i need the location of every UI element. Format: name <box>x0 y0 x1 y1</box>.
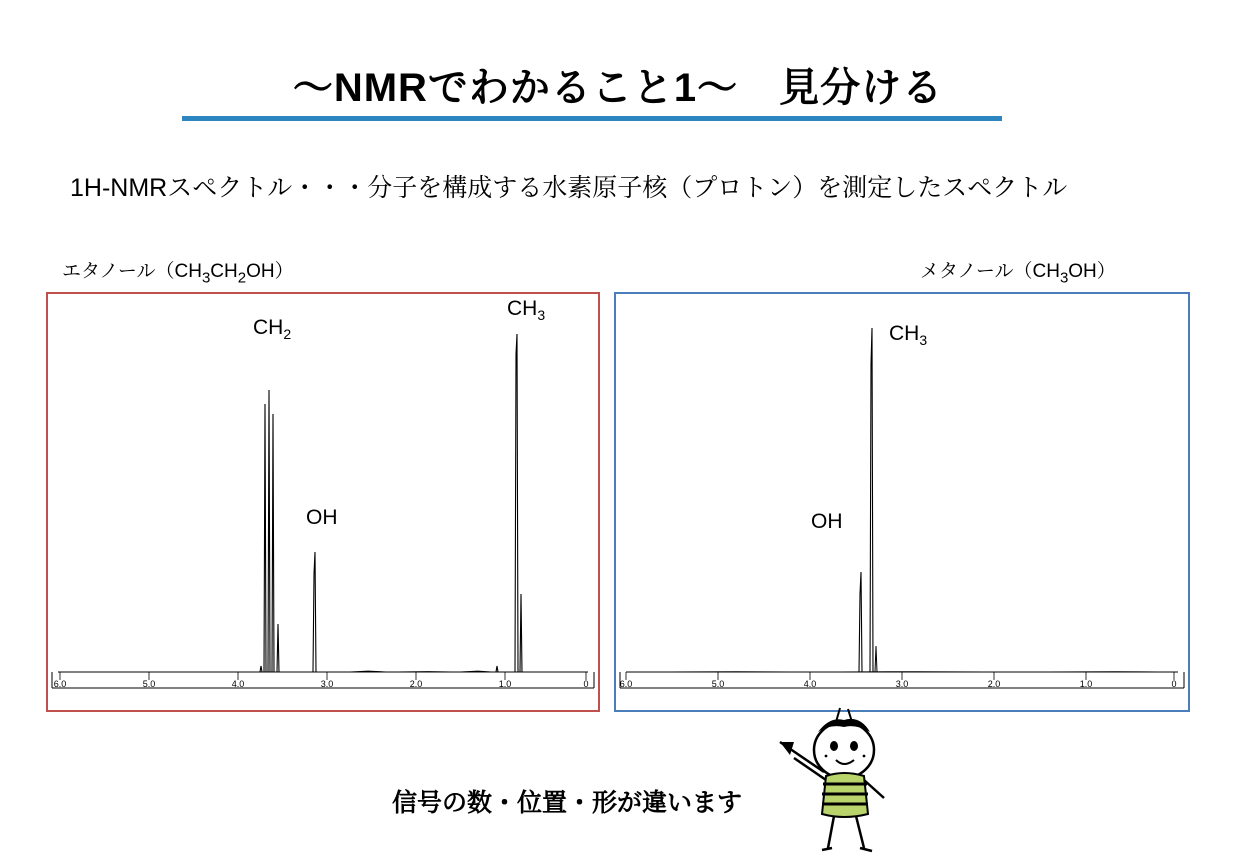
svg-text:0: 0 <box>1171 679 1177 689</box>
caption-methanol-end: OH） <box>1068 261 1116 282</box>
peak-label-ch3-text: CH <box>507 297 538 320</box>
peak-label-ch2-ethanol <box>253 316 291 342</box>
peak-label-ohm-text: OH <box>811 510 843 533</box>
spectrum-panel-methanol <box>614 292 1190 712</box>
peak-label-oh-ethanol <box>306 506 338 530</box>
panel-caption-ethanol <box>62 256 294 286</box>
spectrum-panel-ethanol <box>46 292 600 712</box>
svg-text:2.0: 2.0 <box>987 679 1001 689</box>
spectrum-plot-ethanol <box>48 294 598 710</box>
svg-text:0: 0 <box>583 679 589 689</box>
caption-ethanol-sub2: 2 <box>237 269 247 287</box>
peak-label-ch3-ethanol <box>507 297 545 323</box>
svg-text:2.0: 2.0 <box>409 679 423 689</box>
peak-label-ch3-sub: 3 <box>537 307 546 324</box>
peak-label-ch3m-sub: 3 <box>919 332 928 349</box>
caption-methanol-main: メタノール（CH <box>920 261 1060 282</box>
title-underline-rule <box>182 116 1002 121</box>
caption-ethanol-sub1: 3 <box>201 269 211 287</box>
peak-label-ch2-text: CH <box>253 316 284 339</box>
peak-label-ch3-methanol <box>889 322 927 348</box>
svg-text:4.0: 4.0 <box>803 679 817 689</box>
svg-text:6.0: 6.0 <box>53 679 67 689</box>
panel-caption-methanol <box>920 256 1116 286</box>
svg-text:5.0: 5.0 <box>142 679 156 689</box>
peak-label-ch3m-text: CH <box>889 322 920 345</box>
svg-text:1.0: 1.0 <box>1079 679 1093 689</box>
svg-text:5.0: 5.0 <box>711 679 725 689</box>
svg-text:4.0: 4.0 <box>231 679 245 689</box>
svg-text:6.0: 6.0 <box>619 679 633 689</box>
caption-ethanol-mid: CH <box>210 261 238 282</box>
bottom-annotation-text: 信号の数・位置・形が違います <box>392 789 743 817</box>
subtitle-text: 1H-NMRスペクトル・・・分子を構成する水素原子核（プロトン）を測定したスペクトル <box>70 174 1068 202</box>
spectrum-svg-ethanol <box>48 294 598 710</box>
svg-text:3.0: 3.0 <box>320 679 334 689</box>
spectrum-svg-methanol <box>616 294 1188 710</box>
mascot-character-illustration <box>778 706 898 854</box>
page-title: 〜NMRでわかること1〜 見分ける <box>292 66 944 110</box>
spectrum-plot-methanol <box>616 294 1188 710</box>
mascot-svg <box>778 706 898 854</box>
peak-label-ch2-sub: 2 <box>283 326 292 343</box>
caption-methanol-sub1: 3 <box>1059 269 1069 287</box>
svg-text:3.0: 3.0 <box>895 679 909 689</box>
caption-ethanol-main: エタノール（CH <box>62 261 202 282</box>
peak-label-oh-methanol <box>811 510 843 534</box>
peak-label-oh-text: OH <box>306 506 338 529</box>
caption-ethanol-end: OH） <box>246 261 294 282</box>
svg-text:1.0: 1.0 <box>498 679 512 689</box>
